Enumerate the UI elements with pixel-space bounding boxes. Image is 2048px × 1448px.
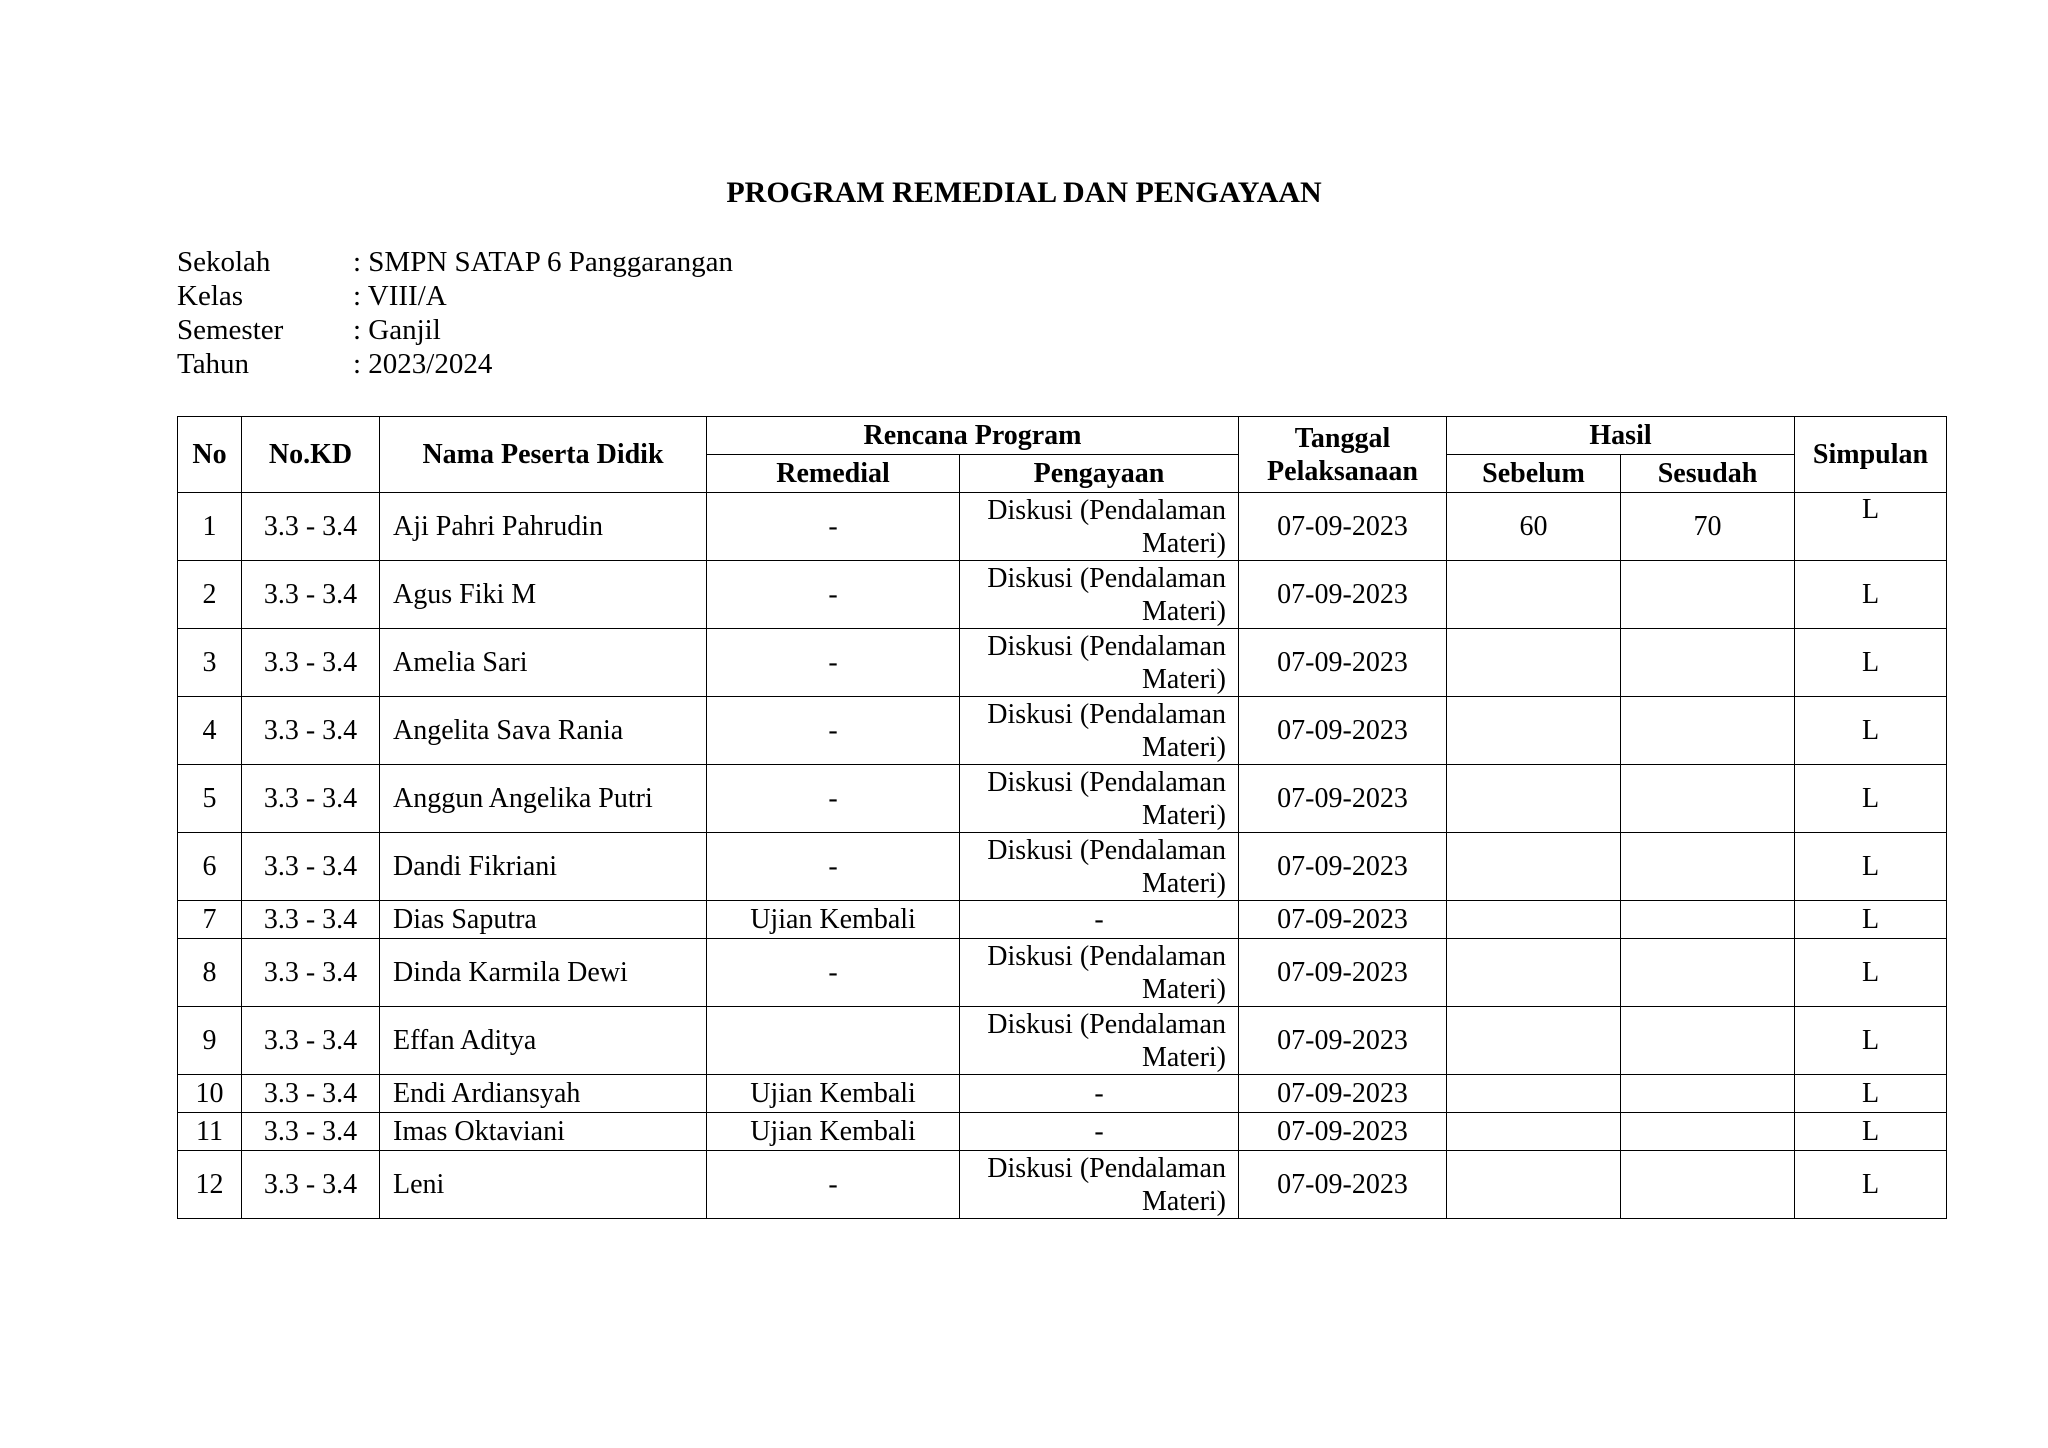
- cell-simpulan: L: [1795, 1007, 1947, 1075]
- cell-no: 2: [178, 561, 242, 629]
- cell-no: 11: [178, 1113, 242, 1151]
- cell-sesudah: [1621, 901, 1795, 939]
- cell-nama: Leni: [380, 1151, 707, 1219]
- cell-pengayaan: [960, 697, 1239, 765]
- pengayaan-line1: Diskusi (Pendalaman: [987, 1152, 1226, 1184]
- cell-pengayaan: -: [960, 1113, 1239, 1151]
- info-value: : VIII/A: [353, 280, 447, 312]
- header-sesudah: Sesudah: [1621, 455, 1795, 493]
- cell-remedial: Ujian Kembali: [707, 901, 960, 939]
- cell-remedial: Ujian Kembali: [707, 1075, 960, 1113]
- table-row: [178, 697, 1947, 765]
- header-no: No: [178, 417, 242, 493]
- cell-kd: 3.3 - 3.4: [242, 629, 380, 697]
- header-rencana-program: Rencana Program: [707, 417, 1239, 455]
- cell-nama: Angelita Sava Rania: [380, 697, 707, 765]
- pengayaan-line1: Diskusi (Pendalaman: [987, 834, 1226, 866]
- cell-simpulan: L: [1795, 697, 1947, 765]
- cell-tanggal: 07-09-2023: [1239, 1113, 1447, 1151]
- cell-sebelum: [1447, 697, 1621, 765]
- cell-remedial: -: [707, 561, 960, 629]
- cell-sesudah: [1621, 1151, 1795, 1219]
- cell-sebelum: [1447, 833, 1621, 901]
- cell-tanggal: 07-09-2023: [1239, 1007, 1447, 1075]
- header-remedial: Remedial: [707, 455, 960, 493]
- cell-pengayaan: [960, 939, 1239, 1007]
- pengayaan-line1: Diskusi (Pendalaman: [987, 494, 1226, 526]
- page-title: PROGRAM REMEDIAL DAN PENGAYAAN: [726, 176, 1322, 209]
- cell-sebelum: [1447, 1113, 1621, 1151]
- cell-sebelum: [1447, 1075, 1621, 1113]
- cell-tanggal: 07-09-2023: [1239, 561, 1447, 629]
- cell-pengayaan: [960, 1151, 1239, 1219]
- cell-sesudah: [1621, 765, 1795, 833]
- cell-remedial: -: [707, 697, 960, 765]
- cell-pengayaan: [960, 765, 1239, 833]
- cell-sesudah: [1621, 833, 1795, 901]
- cell-kd: 3.3 - 3.4: [242, 561, 380, 629]
- cell-nama: Dandi Fikriani: [380, 833, 707, 901]
- cell-simpulan: L: [1795, 833, 1947, 901]
- cell-simpulan: L: [1795, 493, 1947, 561]
- remedial-table: [177, 416, 1947, 1219]
- cell-sesudah: [1621, 1007, 1795, 1075]
- cell-no: 10: [178, 1075, 242, 1113]
- cell-pengayaan: [960, 493, 1239, 561]
- table-row: [178, 833, 1947, 901]
- pengayaan-line2: Materi): [1142, 1185, 1226, 1217]
- header-nama: Nama Peserta Didik: [380, 417, 707, 493]
- table-row: [178, 1075, 1947, 1113]
- table-row: [178, 765, 1947, 833]
- cell-sesudah: [1621, 1075, 1795, 1113]
- cell-remedial: -: [707, 833, 960, 901]
- cell-sebelum: [1447, 561, 1621, 629]
- cell-kd: 3.3 - 3.4: [242, 697, 380, 765]
- cell-nama: Dias Saputra: [380, 901, 707, 939]
- cell-sebelum: 60: [1447, 493, 1621, 561]
- cell-kd: 3.3 - 3.4: [242, 1007, 380, 1075]
- cell-nama: Endi Ardiansyah: [380, 1075, 707, 1113]
- header-tanggal-line2: Pelaksanaan: [1267, 455, 1418, 487]
- cell-tanggal: 07-09-2023: [1239, 939, 1447, 1007]
- table-row: [178, 561, 1947, 629]
- cell-simpulan: L: [1795, 939, 1947, 1007]
- cell-sesudah: 70: [1621, 493, 1795, 561]
- cell-kd: 3.3 - 3.4: [242, 1113, 380, 1151]
- table-row: [178, 1007, 1947, 1075]
- cell-sesudah: [1621, 697, 1795, 765]
- cell-tanggal: 07-09-2023: [1239, 833, 1447, 901]
- table-row: [178, 939, 1947, 1007]
- cell-sesudah: [1621, 1113, 1795, 1151]
- cell-tanggal: 07-09-2023: [1239, 493, 1447, 561]
- pengayaan-line2: Materi): [1142, 973, 1226, 1005]
- cell-simpulan: L: [1795, 901, 1947, 939]
- cell-simpulan: L: [1795, 629, 1947, 697]
- cell-no: 7: [178, 901, 242, 939]
- pengayaan-line2: Materi): [1142, 1041, 1226, 1073]
- cell-nama: Anggun Angelika Putri: [380, 765, 707, 833]
- pengayaan-line1: Diskusi (Pendalaman: [987, 630, 1226, 662]
- cell-sesudah: [1621, 629, 1795, 697]
- cell-no: 5: [178, 765, 242, 833]
- cell-no: 6: [178, 833, 242, 901]
- cell-sebelum: [1447, 765, 1621, 833]
- cell-sebelum: [1447, 939, 1621, 1007]
- cell-kd: 3.3 - 3.4: [242, 1075, 380, 1113]
- header-pengayaan: Pengayaan: [960, 455, 1239, 493]
- info-row-tahun: [177, 347, 733, 381]
- info-row-semester: [177, 313, 733, 347]
- header-hasil: Hasil: [1447, 417, 1795, 455]
- info-label: Semester: [177, 314, 284, 346]
- cell-pengayaan: [960, 1007, 1239, 1075]
- info-value: : 2023/2024: [353, 348, 493, 380]
- pengayaan-line2: Materi): [1142, 867, 1226, 899]
- cell-tanggal: 07-09-2023: [1239, 1075, 1447, 1113]
- cell-no: 3: [178, 629, 242, 697]
- cell-kd: 3.3 - 3.4: [242, 939, 380, 1007]
- cell-remedial: [707, 1007, 960, 1075]
- cell-no: 12: [178, 1151, 242, 1219]
- info-label: Sekolah: [177, 246, 271, 278]
- pengayaan-line1: Diskusi (Pendalaman: [987, 1008, 1226, 1040]
- info-label: Kelas: [177, 280, 244, 312]
- header-sebelum: Sebelum: [1447, 455, 1621, 493]
- cell-kd: 3.3 - 3.4: [242, 833, 380, 901]
- cell-nama: Amelia Sari: [380, 629, 707, 697]
- cell-pengayaan: -: [960, 901, 1239, 939]
- pengayaan-line1: Diskusi (Pendalaman: [987, 562, 1226, 594]
- cell-sesudah: [1621, 939, 1795, 1007]
- cell-remedial: Ujian Kembali: [707, 1113, 960, 1151]
- cell-remedial: -: [707, 1151, 960, 1219]
- info-label: Tahun: [177, 348, 250, 380]
- header-kd: No.KD: [242, 417, 380, 493]
- cell-remedial: -: [707, 765, 960, 833]
- table-row: [178, 1151, 1947, 1219]
- cell-simpulan: L: [1795, 1075, 1947, 1113]
- cell-simpulan: L: [1795, 1113, 1947, 1151]
- table-row: [178, 629, 1947, 697]
- cell-kd: 3.3 - 3.4: [242, 1151, 380, 1219]
- cell-tanggal: 07-09-2023: [1239, 629, 1447, 697]
- cell-nama: Effan Aditya: [380, 1007, 707, 1075]
- cell-no: 1: [178, 493, 242, 561]
- pengayaan-line1: Diskusi (Pendalaman: [987, 766, 1226, 798]
- cell-simpulan: L: [1795, 1151, 1947, 1219]
- cell-nama: Aji Pahri Pahrudin: [380, 493, 707, 561]
- cell-tanggal: 07-09-2023: [1239, 1151, 1447, 1219]
- table-row: [178, 901, 1947, 939]
- info-row-sekolah: [177, 245, 733, 279]
- pengayaan-line1: Diskusi (Pendalaman: [987, 698, 1226, 730]
- cell-simpulan: L: [1795, 561, 1947, 629]
- cell-tanggal: 07-09-2023: [1239, 901, 1447, 939]
- cell-sebelum: [1447, 901, 1621, 939]
- pengayaan-line2: Materi): [1142, 731, 1226, 763]
- cell-kd: 3.3 - 3.4: [242, 901, 380, 939]
- cell-tanggal: 07-09-2023: [1239, 697, 1447, 765]
- cell-kd: 3.3 - 3.4: [242, 765, 380, 833]
- cell-pengayaan: [960, 833, 1239, 901]
- header-tanggal-line1: Tanggal: [1294, 422, 1391, 454]
- cell-simpulan: L: [1795, 765, 1947, 833]
- cell-sebelum: [1447, 1007, 1621, 1075]
- info-value: : SMPN SATAP 6 Panggarangan: [353, 246, 734, 278]
- table-row: [178, 493, 1947, 561]
- header-simpulan: Simpulan: [1795, 417, 1947, 493]
- cell-nama: Agus Fiki M: [380, 561, 707, 629]
- cell-pengayaan: [960, 629, 1239, 697]
- pengayaan-line1: Diskusi (Pendalaman: [987, 940, 1226, 972]
- pengayaan-line2: Materi): [1142, 663, 1226, 695]
- cell-remedial: -: [707, 629, 960, 697]
- cell-pengayaan: [960, 561, 1239, 629]
- cell-sebelum: [1447, 1151, 1621, 1219]
- pengayaan-line2: Materi): [1142, 595, 1226, 627]
- cell-nama: Imas Oktaviani: [380, 1113, 707, 1151]
- cell-sesudah: [1621, 561, 1795, 629]
- cell-sebelum: [1447, 629, 1621, 697]
- cell-no: 9: [178, 1007, 242, 1075]
- cell-no: 8: [178, 939, 242, 1007]
- header-tanggal: [1239, 417, 1447, 493]
- cell-remedial: -: [707, 493, 960, 561]
- table-row: [178, 1113, 1947, 1151]
- cell-pengayaan: -: [960, 1075, 1239, 1113]
- cell-tanggal: 07-09-2023: [1239, 765, 1447, 833]
- info-value: : Ganjil: [353, 314, 441, 346]
- pengayaan-line2: Materi): [1142, 799, 1226, 831]
- cell-kd: 3.3 - 3.4: [242, 493, 380, 561]
- cell-no: 4: [178, 697, 242, 765]
- document-info: [177, 245, 733, 381]
- info-row-kelas: [177, 279, 733, 313]
- cell-nama: Dinda Karmila Dewi: [380, 939, 707, 1007]
- pengayaan-line2: Materi): [1142, 527, 1226, 559]
- cell-remedial: -: [707, 939, 960, 1007]
